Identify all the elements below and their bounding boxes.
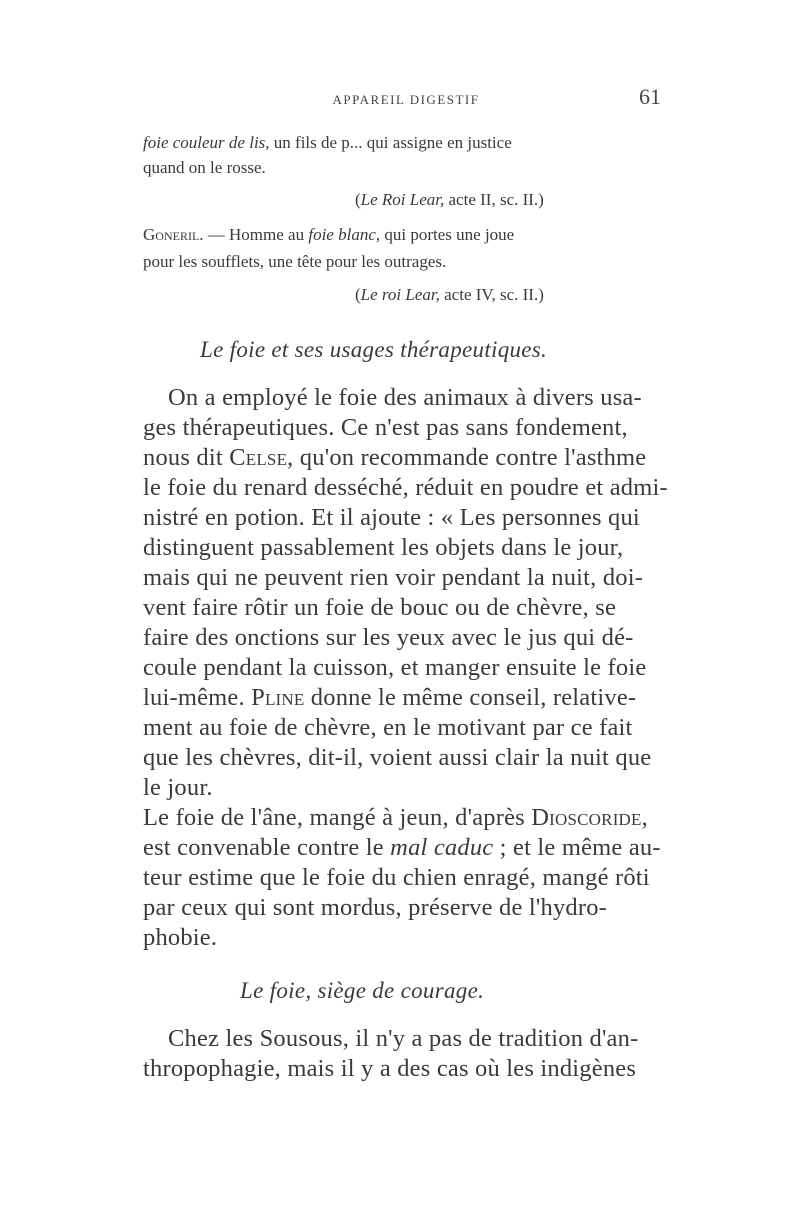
quote2-citation [355, 285, 544, 305]
paragraph-line: que les chèvres, dit-il, voient aussi clair la nuit que [143, 744, 652, 771]
paragraph-line: nistré en potion. Et il ajoute : « Les personnes qui [143, 504, 640, 531]
text-run: , [641, 804, 648, 831]
citation-ref: acte II, sc. II.) [444, 190, 544, 209]
text-run: ; et le même au- [493, 834, 661, 861]
text-run: , qu'on recommande contre l'asthme [287, 444, 647, 471]
paragraph-line: ges thérapeutiques. Ce n'est pas sans fondement, [143, 414, 628, 441]
paragraph-line: phobie. [143, 924, 218, 951]
quote2-text-a: — Homme au [203, 225, 309, 244]
paragraph-line: faire des onctions sur les yeux avec le jus qui dé- [143, 624, 634, 651]
paragraph-line: le foie du renard desséché, réduit en poudre et admi- [143, 474, 668, 501]
running-title: APPAREIL DIGESTIF [332, 92, 480, 107]
author-name: Celse [229, 444, 288, 471]
paragraph-line: teur estime que le foie du chien enragé, mangé rôti [143, 864, 650, 891]
section-heading-courage: Le foie, siège de courage. [240, 978, 485, 1003]
paragraph-line: le jour. [143, 774, 213, 801]
italic-term: mal caduc [390, 834, 494, 861]
quote1-italic: foie couleur de lis, [143, 133, 270, 152]
quote2-line1 [143, 225, 514, 245]
author-name: Dioscoride [531, 804, 642, 831]
quote1-citation [355, 190, 544, 210]
author-name: Pline [251, 684, 305, 711]
quote1-line2: quand on le rosse. [143, 158, 266, 177]
paragraph-line: On a employé le foie des animaux à divers usa- [168, 384, 642, 411]
citation-ref: acte IV, sc. II.) [439, 285, 544, 304]
text-run: Le foie de l'âne, mangé à jeun, d'après [143, 804, 532, 831]
quote2-line2: pour les soufflets, une tête pour les outrages. [143, 252, 447, 271]
paragraph-line: Chez les Sousous, il n'y a pas de tradition d'an- [168, 1025, 639, 1052]
paragraph-line: par ceux qui sont mordus, préserve de l'hydro- [143, 894, 608, 921]
citation-paren: ( [355, 190, 361, 209]
paragraph-line: mais qui ne peuvent rien voir pendant la nuit, doi- [143, 564, 644, 591]
quote1-text: un fils de p... qui assigne en justice [269, 133, 512, 152]
text-run: est convenable contre le [143, 834, 391, 861]
text-run: lui-même. [143, 684, 252, 711]
quote1-line1 [143, 133, 512, 153]
text-run: donne le même conseil, relative- [304, 684, 637, 711]
quote2-text-b: qui portes une joue [380, 225, 515, 244]
paragraph-line: ment au foie de chèvre, en le motivant par ce fait [143, 714, 633, 741]
quote2-italic: foie blanc, [308, 225, 381, 244]
page-number: 61 [639, 84, 661, 109]
paragraph-line [143, 834, 661, 862]
citation-paren: ( [355, 285, 361, 304]
paragraph-line: vent faire rôtir un foie de bouc ou de chèvre, se [143, 594, 617, 621]
paragraph-line [143, 684, 636, 712]
paragraph-line [143, 804, 648, 832]
paragraph-line [143, 444, 646, 472]
paragraph-line: thropophagie, mais il y a des cas où les indigènes [143, 1055, 637, 1082]
quote2-speaker: Goneril. [143, 225, 204, 244]
paragraph-line: coule pendant la cuisson, et manger ensuite le foie [143, 654, 647, 681]
section-heading-therapeutic: Le foie et ses usages thérapeutiques. [200, 337, 548, 362]
citation-title: Le roi Lear, [360, 285, 440, 304]
paragraph-line: distinguent passablement les objets dans le jour, [143, 534, 624, 561]
citation-title: Le Roi Lear, [360, 190, 445, 209]
text-run: nous dit [143, 444, 230, 471]
